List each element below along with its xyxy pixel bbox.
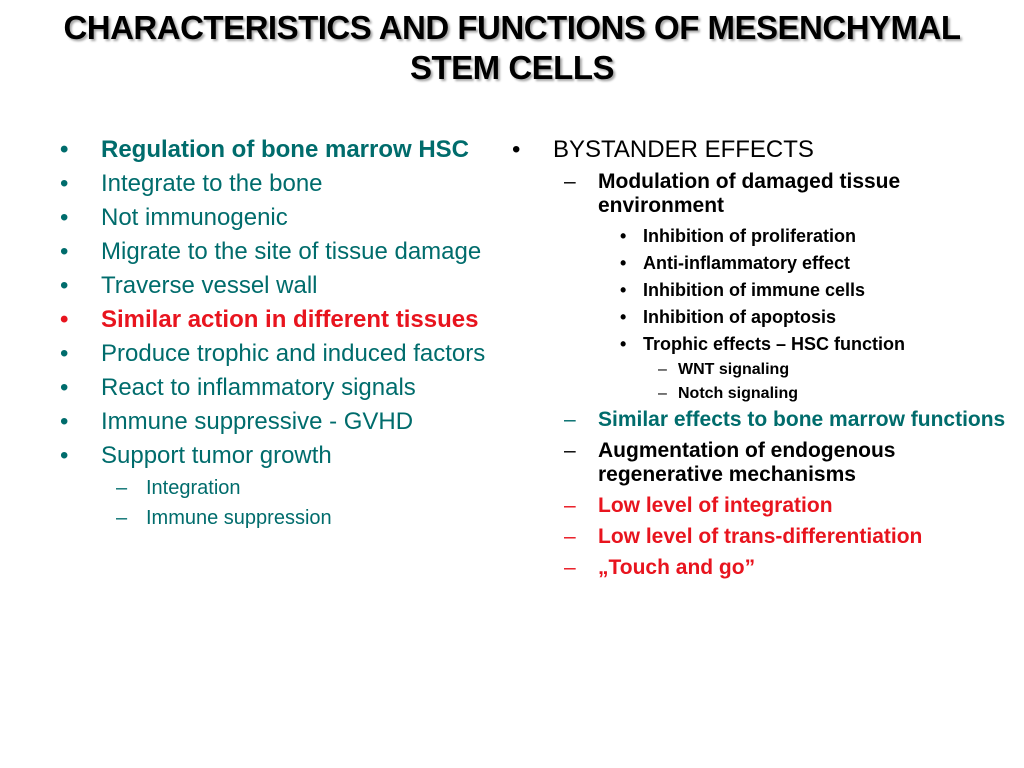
list-item [60,170,490,197]
sub-list-item [60,506,490,530]
signaling-item [512,360,1012,380]
bullet-marker: • [60,238,69,265]
effect-item-text: Inhibition of immune cells [643,280,866,300]
list-item-text: Produce trophic and induced factors [101,340,486,367]
list-item [60,442,490,469]
left-column [60,136,490,536]
list-item [60,272,490,299]
dash-marker: – [658,361,667,378]
bullet-marker: • [60,374,69,401]
list-item [60,408,490,435]
list-item [60,374,490,401]
list-item-text: React to inflammatory signals [101,374,416,401]
list-item-text: Low level of trans-differentiation [598,525,923,548]
list-item-text: Similar action in different tissues [101,306,479,333]
bullet-marker: • [512,136,521,163]
bullet-marker: • [620,334,627,354]
list-item [512,408,1012,432]
bullet-marker: • [620,280,627,300]
list-item-text: Migrate to the site of tissue damage [101,238,482,265]
bullet-marker: • [60,204,69,231]
title-line-2: STEM CELLS [409,49,614,86]
list-item [512,439,1012,487]
list-item [512,556,1012,580]
list-item-text: Augmentation of endogenous regenerative mechanisms [598,439,896,486]
list-item [512,494,1012,518]
bullet-marker: • [620,226,627,246]
effect-item [512,279,1012,301]
bullet-marker: • [60,442,69,469]
list-item [512,525,1012,549]
effect-item [512,306,1012,328]
list-item-text: Modulation of damaged tissue environment [598,170,901,217]
dash-marker: – [116,507,128,529]
list-item-text: „Touch and go” [598,556,756,579]
effect-item [512,252,1012,274]
list-item [512,170,1012,218]
effect-item [512,225,1012,247]
signaling-item-text: Notch signaling [678,385,798,402]
list-item-text: Integrate to the bone [101,170,323,197]
dash-marker: – [564,170,576,193]
slide-title [0,8,1024,88]
left-bullet-list [60,136,490,530]
effect-item-text: Inhibition of apoptosis [643,307,836,327]
bullet-marker: • [60,340,69,367]
bullet-marker: • [620,253,627,273]
list-item-text: Regulation of bone marrow HSC [101,136,470,163]
effect-item-text: Trophic effects – HSC function [643,334,906,354]
dash-marker: – [564,439,576,462]
dash-marker: – [116,477,128,499]
list-item [60,204,490,231]
list-item [60,306,490,333]
dash-marker: – [564,556,576,579]
dash-marker: – [658,385,667,402]
list-item-text: Similar effects to bone marrow functions [598,408,1006,431]
bullet-marker: • [60,272,69,299]
bullet-marker: • [60,408,69,435]
dash-marker: – [564,494,576,517]
list-item [60,238,490,265]
list-item-text: Support tumor growth [101,442,332,469]
list-item-text: Not immunogenic [101,204,288,231]
signaling-item [512,384,1012,404]
signaling-item-text: WNT signaling [678,361,790,378]
right-column [512,136,1012,587]
list-item-text: Immune suppressive - GVHD [101,408,414,435]
bullet-marker: • [620,307,627,327]
dash-marker: – [564,525,576,548]
section-heading [512,136,1012,163]
dash-marker: – [564,408,576,431]
effect-item [512,333,1012,355]
sub-list-item [60,476,490,500]
list-item-text: Traverse vessel wall [101,272,318,299]
bullet-marker: • [60,306,69,333]
title-line-1: CHARACTERISTICS AND FUNCTIONS OF MESENCHYMAL [63,9,961,46]
list-item [60,340,490,367]
right-bullet-list [512,136,1012,580]
sub-list-item-text: Integration [146,477,241,499]
effect-item-text: Inhibition of proliferation [643,226,856,246]
sub-list-item-text: Immune suppression [146,507,332,529]
bullet-marker: • [60,136,69,163]
bullet-marker: • [60,170,69,197]
section-heading-text: BYSTANDER EFFECTS [553,136,814,163]
list-item [60,136,490,163]
effect-item-text: Anti-inflammatory effect [643,253,851,273]
list-item-text: Low level of integration [598,494,833,517]
